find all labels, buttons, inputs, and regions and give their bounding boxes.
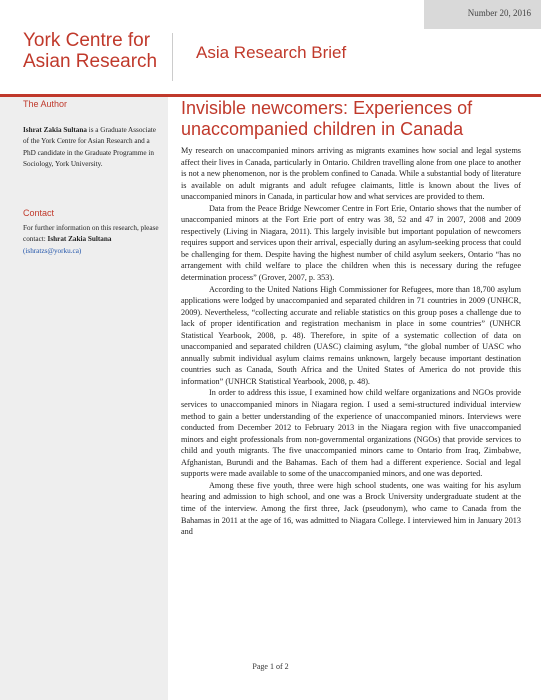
paragraph: My research on unaccompanied minors arriving as migrants examines how social and legal systems affect their lives in Canada, particularly in Ontario. Children travelling alone from one place to another is not a new phenomenon, nor is the problem confined to Canada. While a substantial body of literature is available on adult migrants and adult refugee claimants, little is known about the lives of unaccompanied minors in Canada, in particular how and what services are provided to them. [181,146,521,202]
paragraph: Among these five youth, three were high school students, one was waiting for his asylum hearing and admission to high school, and one was a Brock University undergraduate student at the time of the interview. Among the first three, Jack (pseudonym), who came to Canada from the Bahamas in 2011 at the age of 16, was admitted to Niagara College. I interviewed him in January 2013 and [181,480,521,537]
header-divider [172,33,173,81]
article-body [181,145,521,538]
contact-email-link[interactable]: (ishratzs@yorku.ca) [23,246,82,255]
issue-number: Number 20, 2016 [467,8,531,18]
sidebar [0,97,168,700]
contact-name: Ishrat Zakia Sultana [47,235,112,244]
author-heading: The Author [23,99,68,109]
author-bio-text: is a Graduate Associate of the York Centre for Asian Research and a PhD candidate in the Graduate Programme in Sociology, York University. [23,126,156,168]
author-bio [23,125,163,170]
series-title: Asia Research Brief [196,43,347,62]
org-name-line2: Asian Research [23,51,158,72]
author-name: Ishrat Zakia Sultana [23,126,87,134]
article-title: Invisible newcomers: Experiences of unaccompanied children in Canada [181,98,473,139]
org-logo [23,30,157,72]
contact-text: For further information on this research, please contact: [23,224,159,244]
paragraph: Data from the Peace Bridge Newcomer Centre in Fort Erie, Ontario shows that the number of unaccompanied minors at the Fort Erie port of entry was 38, 52 and 47 in 2007, 2008 and 2009 respectively (Living in Niagara, 2011). This largely invisible but important population of newcomers requires support and services upon their arrival, especially during an asylum-seeking process that could be challenging for them. Despite having the highest number of child asylum seekers, Ontario “has no arrangement with child welfare to place the children when this is necessary during the refugee determination process” (Grover, 2007, p. 353). [181,203,521,283]
paragraph: In order to address this issue, I examined how child welfare organizations and NGOs provide services to unaccompanied minors in Niagara region. I used a semi-structured individual interview method to gain a better understanding of the experience of unaccompanied minors. Interviews were conducted from December 2012 to February 2013 in the Niagara region with five unaccompanied minors and eight professionals from non-governmental organizations (NGOs) that provide services to child and youth migrants. The five unaccompanied minors came to Ontario from Iraq, Zimbabwe, Afghanistan, Burundi and the Bahamas. Each of them had a different experience. Social and legal supports were made available to some of the unaccompanied minors, and one was deported. [181,388,521,479]
paragraph: According to the United Nations High Commissioner for Refugees, more than 18,700 asylum applications were lodged by unaccompanied and separated children in 71 countries in 2009 (UNHCR, 2009). Nevertheless, “collecting accurate and reliable statistics on this group poses a challenge due to lack of proper identification and registration mechanism in place in some countries” (UNHCR Statistical Yearbook, 2008, p. 48). Therefore, in spite of a systematic collection of data on unaccompanied and separated children (UASC) claiming asylum, “the global number of UASC who annually submit individual asylum claims remains unknown, largely because important destination countries such as Canada, South Africa and the United States of America do not provide this information” (UNHCR Statistical Yearbook, 2008, p. 48). [181,284,521,386]
contact-heading: Contact [23,208,55,218]
issue-number-tab [424,0,541,29]
contact-info [23,223,163,257]
page-number: Page 1 of 2 [252,662,289,671]
org-name-line1: York Centre for [23,30,151,51]
